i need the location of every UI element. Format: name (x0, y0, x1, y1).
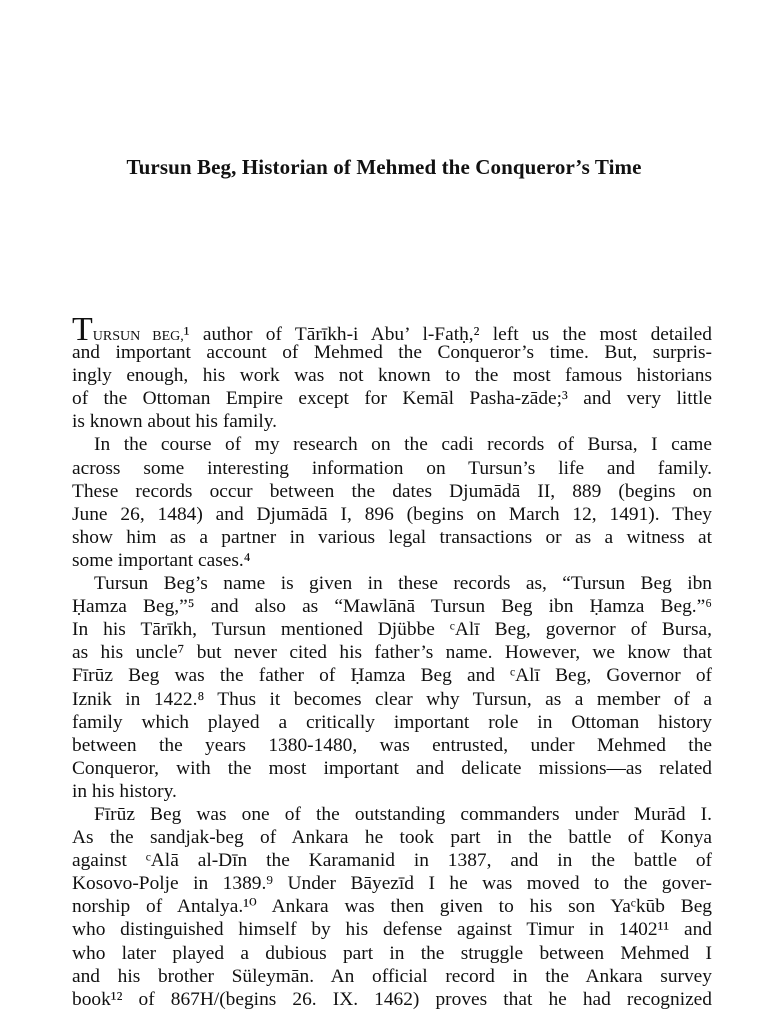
text-line: Kosovo-Polje in 1389.⁹ Under Bāyezīd I he was moved to the gover- (72, 873, 712, 895)
text-line: family which played a critically important role in Ottoman history (72, 711, 712, 733)
text-line: In the course of my research on the cadi records of Bursa, I came (94, 434, 712, 456)
text-line: Tursun Beg’s name is given in these records as, “Tursun Beg ibn (94, 573, 712, 595)
text-line: and important account of Mehmed the Conqueror’s time. But, surpris- (72, 342, 712, 364)
text-line: norship of Antalya.¹⁰ Ankara was then given to his son Yaᶜkūb Beg (72, 896, 712, 918)
text-line: Fīrūz Beg was one of the outstanding commanders under Murād I. (94, 803, 712, 825)
text-line: show him as a partner in various legal transactions or as a witness at (72, 526, 712, 548)
text-line: As the sandjak-beg of Ankara he took part in the battle of Konya (72, 827, 712, 849)
text-line: Ḥamza Beg,”⁵ and also as “Mawlānā Tursun Beg ibn Ḥamza Beg.”⁶ (72, 596, 712, 618)
text-line: Fīrūz Beg was the father of Ḥamza Beg and ᶜAlī Beg, Governor of (72, 665, 712, 687)
text-line: Iznik in 1422.⁸ Thus it becomes clear why Tursun, as a member of a (72, 688, 712, 710)
text-line: ingly enough, his work was not known to the most famous historians (72, 365, 712, 387)
text-line: book¹² of 867H/(begins 26. IX. 1462) proves that he had recognized (72, 988, 712, 1010)
text-line: who later played a dubious part in the struggle between Mehmed I (72, 942, 712, 964)
text-line: These records occur between the dates Djumādā II, 889 (begins on (72, 480, 712, 502)
text-line: is known about his family. (72, 411, 278, 433)
text-line: and his brother Süleymān. An official record in the Ankara survey (72, 965, 712, 987)
text-line: of the Ottoman Empire except for Kemāl Pasha-zāde;³ and very little (72, 388, 712, 410)
text-line: against ᶜAlā al-Dīn the Karamanid in 1387, and in the battle of (72, 850, 712, 872)
text-line: across some interesting information on Tursun’s life and family. (72, 457, 712, 479)
text-line: in his history. (72, 780, 177, 802)
opening-smallcaps: URSUN BEG, (92, 329, 184, 344)
opening-text: ¹ author of Tārīkh-i Abu’ l-Fatḥ,² left us the most detailed (183, 324, 712, 345)
opening-line (72, 311, 712, 348)
text-line: June 26, 1484) and Djumādā I, 896 (begins on March 12, 1491). They (72, 503, 712, 525)
chapter-title: Tursun Beg, Historian of Mehmed the Conqueror’s Time (126, 155, 642, 179)
text-line: who distinguished himself by his defense against Timur in 1402¹¹ and (72, 919, 712, 941)
drop-cap: T (72, 311, 93, 348)
body-text (72, 311, 712, 1011)
text-line: as his uncle⁷ but never cited his father’s name. However, we know that (72, 642, 712, 664)
text-line: In his Tārīkh, Tursun mentioned Djübbe ᶜAlī Beg, governor of Bursa, (72, 619, 712, 641)
text-line: Conqueror, with the most important and delicate missions—as related (72, 757, 712, 779)
text-line: between the years 1380-1480, was entrusted, under Mehmed the (72, 734, 712, 756)
text-line: some important cases.⁴ (72, 549, 251, 571)
